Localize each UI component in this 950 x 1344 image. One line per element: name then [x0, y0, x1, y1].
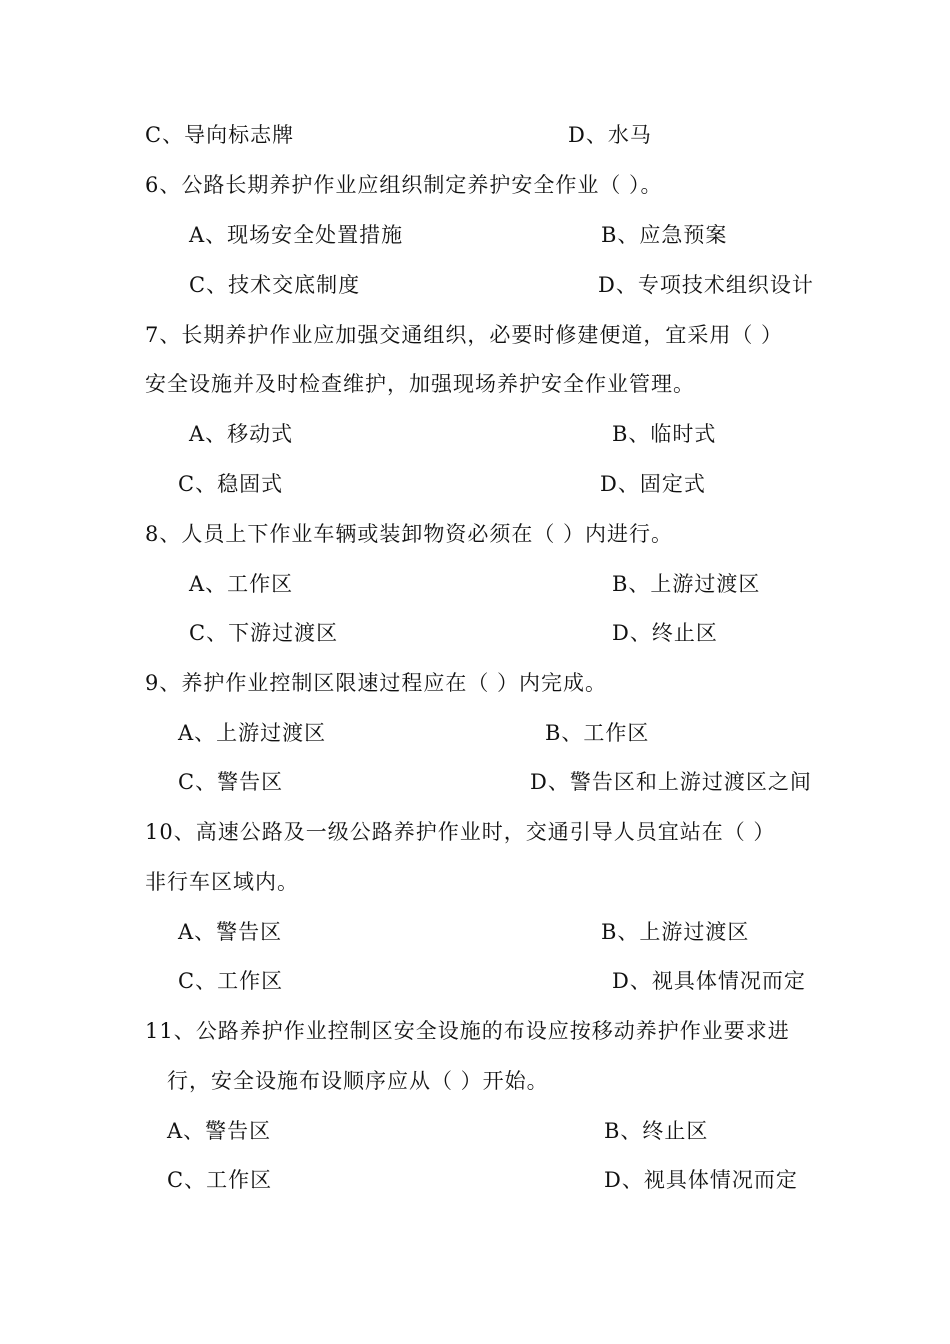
question-11-continued: 行，安全设施布设顺序应从（ ）开始。: [167, 1069, 549, 1093]
option-a: A、现场安全处置措施: [189, 223, 404, 247]
option-d: D、警告区和上游过渡区之间: [530, 770, 812, 794]
option-a: A、警告区: [178, 920, 283, 944]
option-b: B、终止区: [604, 1119, 709, 1143]
option-a: A、警告区: [167, 1119, 272, 1143]
option-d: D、终止区: [612, 621, 718, 645]
option-d: D、视具体情况而定: [604, 1168, 798, 1192]
option-d: D、专项技术组织设计: [598, 273, 814, 297]
question-8: 8、人员上下作业车辆或装卸物资必须在（ ）内进行。: [145, 522, 674, 546]
option-c: C、稳固式: [178, 472, 284, 496]
option-c: C、技术交底制度: [189, 273, 361, 297]
question-11: 11、公路养护作业控制区安全设施的布设应按移动养护作业要求进: [145, 1019, 790, 1043]
option-c: C、下游过渡区: [189, 621, 339, 645]
option-b: B、上游过渡区: [612, 572, 761, 596]
option-c: C、警告区: [178, 770, 284, 794]
option-a: A、上游过渡区: [178, 721, 327, 745]
option-b: B、临时式: [612, 422, 717, 446]
option-a: A、工作区: [189, 572, 294, 596]
option-d: D、视具体情况而定: [612, 969, 806, 993]
option-b: B、应急预案: [601, 223, 728, 247]
option-a: A、移动式: [189, 422, 294, 446]
question-9: 9、养护作业控制区限速过程应在（ ）内完成。: [145, 671, 608, 695]
question-10: 10、高速公路及一级公路养护作业时，交通引导人员宜站在（ ）: [145, 820, 776, 844]
option-c: C、工作区: [167, 1168, 273, 1192]
option-c: C、工作区: [178, 969, 284, 993]
question-10-continued: 非行车区域内。: [145, 870, 299, 894]
option-d: D、固定式: [600, 472, 706, 496]
option-c: C、导向标志牌: [145, 123, 295, 147]
option-b: B、上游过渡区: [601, 920, 750, 944]
question-6: 6、公路长期养护作业应组织制定养护安全作业（ ）。: [145, 173, 663, 197]
option-d: D、水马: [568, 123, 652, 147]
question-7-continued: 安全设施并及时检查维护，加强现场养护安全作业管理。: [145, 372, 695, 396]
option-b: B、工作区: [545, 721, 650, 745]
question-7: 7、长期养护作业应加强交通组织，必要时修建便道，宜采用（ ）: [145, 323, 784, 347]
